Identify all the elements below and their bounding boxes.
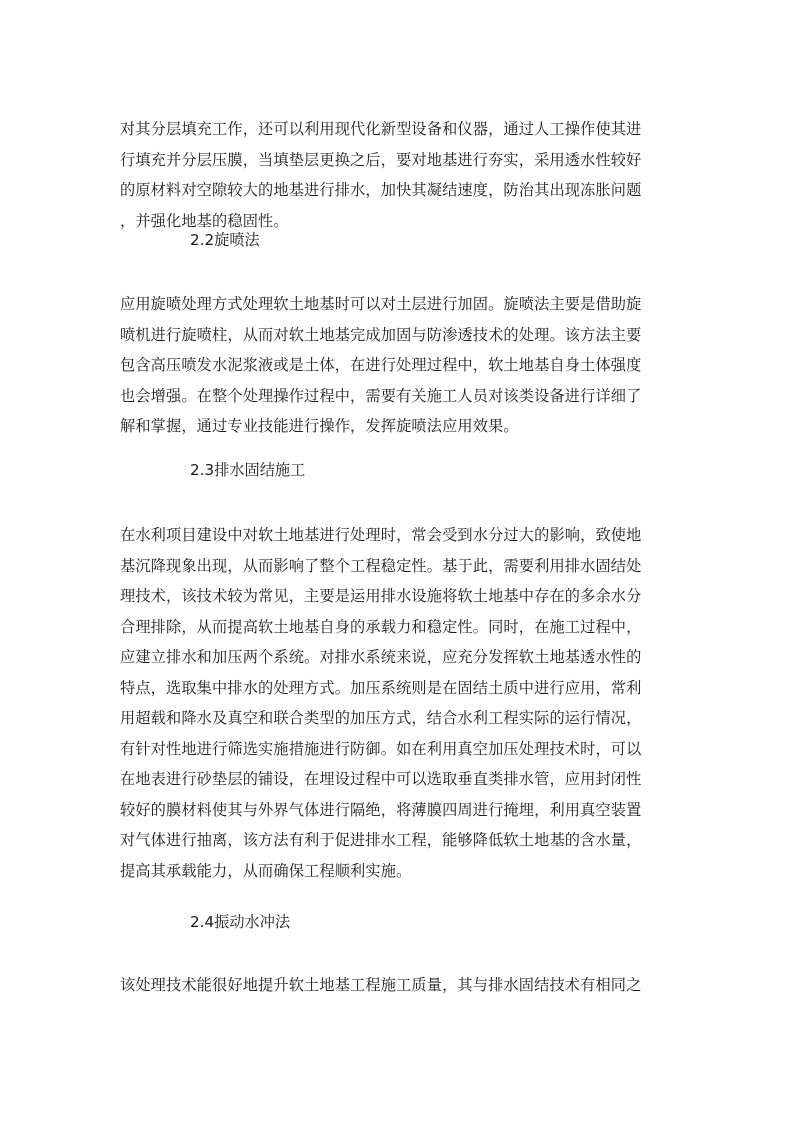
paragraph-fill-method [120,114,668,236]
section-heading-2-4: 2.4振动水冲法 [190,913,291,931]
text-line: 应建立排水和加压两个系统。对排水系统来说，应充分发挥软土地基透水性的 [120,648,642,666]
text-line: 基沉降现象出现，从而影响了整个工程稳定性。基于此，需要利用排水固结处 [120,556,642,575]
text-line: 行填充并分层压膜，当填垫层更换之后，要对地基进行夯实，采用透水性较好 [120,150,642,169]
text-line: 喷机进行旋喷柱，从而对软土地基完成加固与防渗透技术的处理。该方法主要 [120,325,642,344]
paragraph-drainage-consolidation [120,520,668,886]
section-heading-2-2: 2.2旋喷法 [190,231,260,249]
text-line: 对气体进行抽离，该方法有利于促进排水工程，能够降低软土地基的含水量， [120,831,642,849]
paragraph-vibro-flotation [120,970,668,1001]
text-line: ，并强化地基的稳固性。 [120,211,289,230]
text-line: 较好的膜材料使其与外界气体进行隔绝，将薄膜四周进行掩埋，利用真空装置 [120,800,642,819]
text-line: 该处理技术能很好地提升软土地基工程施工质量，其与排水固结技术有相同之 [120,976,642,994]
text-line: 在水利项目建设中对软土地基进行处理时，常会受到水分过大的影响，致使地 [120,526,642,544]
text-line: 用超载和降水及真空和联合类型的加压方式，结合水利工程实际的运行情况， [120,709,642,727]
text-line: 有针对性地进行筛选实施措施进行防御。如在利用真空加压处理技术时，可以 [120,739,642,758]
text-line: 合理排除，从而提高软土地基自身的承载力和稳定性。同时，在施工过程中， [120,617,642,636]
text-line: 在地表进行砂垫层的铺设，在埋设过程中可以选取垂直类排水管，应用封闭性 [120,770,642,788]
text-line: 包含高压喷发水泥浆液或是土体，在进行处理过程中，软土地基自身土体强度 [120,356,642,374]
text-line: 理技术，该技术较为常见，主要是运用排水设施将软土地基中存在的多余水分 [120,587,642,605]
text-line: 也会增强。在整个处理操作过程中，需要有关施工人员对该类设备进行详细了 [120,386,642,405]
text-line: 特点，选取集中排水的处理方式。加压系统则是在固结土质中进行应用，常利 [120,678,642,697]
section-heading-2-3: 2.3排水固结施工 [190,461,306,479]
text-line: 解和掌握，通过专业技能进行操作，发挥旋喷法应用效果。 [120,417,519,435]
text-line: 应用旋喷处理方式处理软土地基时可以对土层进行加固。旋喷法主要是借助旋 [120,295,642,313]
paragraph-jet-grouting [120,289,668,442]
text-line: 的原材料对空隙较大的地基进行排水，加快其凝结速度，防治其出现冻胀问题 [120,181,642,199]
text-line: 对其分层填充工作，还可以利用现代化新型设备和仪器，通过人工操作使其进 [120,120,642,138]
text-line: 提高其承载能力，从而确保工程顺利实施。 [120,861,412,880]
